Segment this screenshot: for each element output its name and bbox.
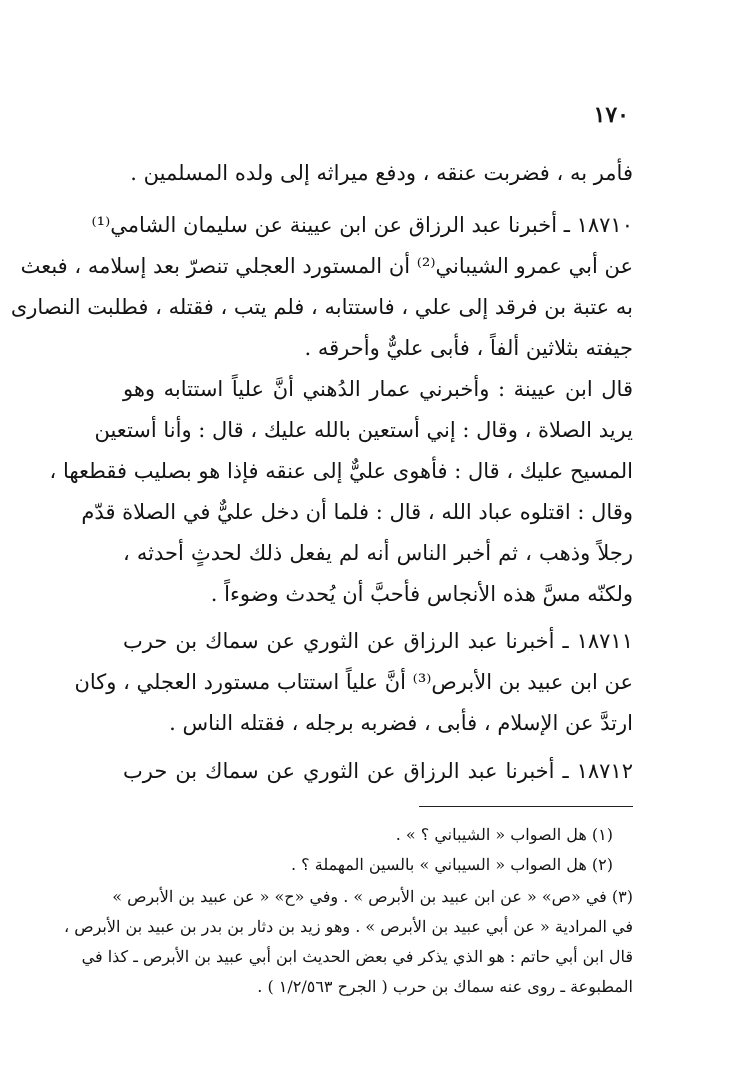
footnote-1: (١) هل الصواب « الشيباني ؟ » . xyxy=(395,825,613,844)
page-number: ١٧٠ xyxy=(593,102,629,128)
hadith-18710-line: به عتبة بن فرقد إلى علي ، فاستتابه ، فلم يتب ، فقتله ، فطلبت النصارى xyxy=(10,295,633,319)
narration-line: ولكنّه مسَّ هذه الأنجاس فأحبَّ أن يُحدث وضوءاً . xyxy=(210,582,633,606)
text-line: فأمر به ، فضربت عنقه ، ودفع ميراثه إلى ولده المسلمين . xyxy=(130,161,633,185)
hadith-18711-line: عن ابن عبيد بن الأبرص⁽³⁾ أنَّ علياً استتاب مستورد العجلي ، وكان xyxy=(74,670,633,694)
footnote-3-line: في المرادية « عن أبي عبيد بن الأبرص » . وهو زيد بن دثار بن بدر بن عبيد بن الأبرص ، xyxy=(63,917,633,936)
footnote-divider xyxy=(419,806,633,807)
hadith-18711-line: ١٨٧١١ ـ أخبرنا عبد الرزاق عن الثوري عن سماك بن حرب xyxy=(123,629,633,653)
narration-line: رجلاً وذهب ، ثم أخبر الناس أنه لم يفعل ذلك لحدثٍ أحدثه ، xyxy=(123,541,633,565)
hadith-18710-line: ١٨٧١٠ ـ أخبرنا عبد الرزاق عن ابن عيينة عن سليمان الشامي⁽¹⁾ xyxy=(91,213,633,237)
footnote-2: (٢) هل الصواب « السيباني » بالسين المهملة ؟ . xyxy=(290,855,613,874)
footnote-3-line: المطبوعة ـ روى عنه سماك بن حرب ( الجرح ١/٢/٥٦٣ ) . xyxy=(257,977,633,996)
narration-line: المسيح عليك ، قال : فأهوى عليٌّ إلى عنقه فإذا هو بصليب فقطعها ، xyxy=(49,459,633,483)
narration-line: قال ابن عيينة : وأخبرني عمار الدُهني أنَّ علياً استتابه وهو xyxy=(123,377,633,401)
narration-line: يريد الصلاة ، وقال : إني أستعين بالله عليك ، قال : وأنا أستعين xyxy=(94,418,633,442)
hadith-18710-line: عن أبي عمرو الشيباني⁽²⁾ أن المستورد العجلي تنصرّ بعد إسلامه ، فبعث xyxy=(20,254,633,278)
hadith-18710-line: جيفته بثلاثين ألفاً ، فأبى عليٌّ وأحرقه . xyxy=(304,336,633,360)
hadith-18711-line: ارتدَّ عن الإسلام ، فأبى ، فضربه برجله ، فقتله الناس . xyxy=(169,711,633,735)
narration-line: وقال : اقتلوه عباد الله ، قال : فلما أن دخل عليٌّ في الصلاة قدّم xyxy=(81,500,633,524)
footnote-3-line: (٣) في «ص» « عن ابن عبيد بن الأبرص » . وفي «ح» « عن عبيد بن الأبرص » xyxy=(112,887,633,906)
footnote-3-line: قال ابن أبي حاتم : هو الذي يذكر في بعض الحديث ابن أبي عبيد بن الأبرص ـ كذا في xyxy=(81,947,633,966)
hadith-18712-line: ١٨٧١٢ ـ أخبرنا عبد الرزاق عن الثوري عن سماك بن حرب xyxy=(123,759,633,783)
